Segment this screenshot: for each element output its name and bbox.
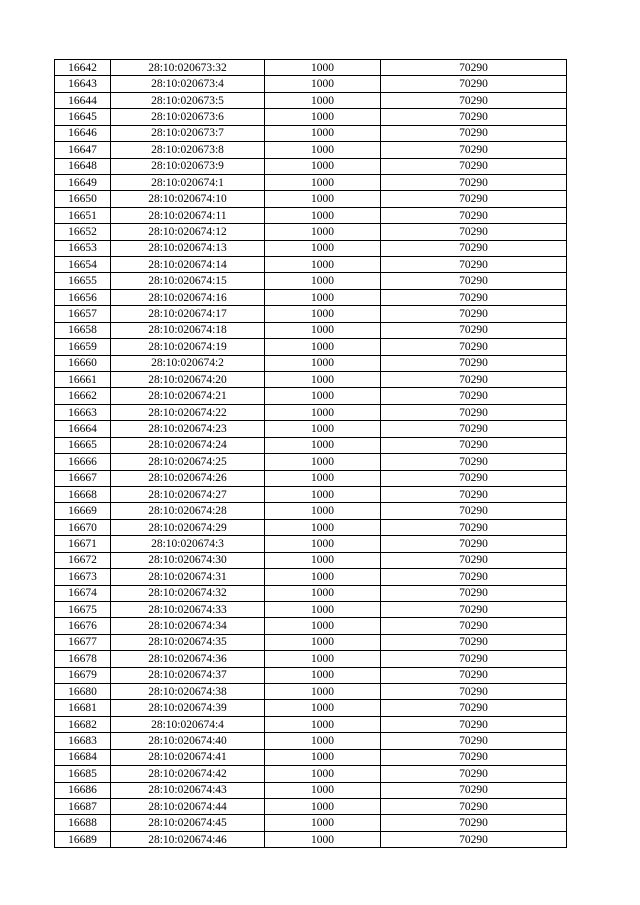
table-row xyxy=(55,224,567,240)
table-row xyxy=(55,207,567,223)
table-row xyxy=(55,109,567,125)
row-number-cell: 16670 xyxy=(55,519,111,535)
table-row xyxy=(55,174,567,190)
row-number-cell: 16671 xyxy=(55,536,111,552)
amount-cell: 1000 xyxy=(265,601,381,617)
value-cell: 70290 xyxy=(381,667,567,683)
row-number-cell: 16676 xyxy=(55,618,111,634)
table-row xyxy=(55,322,567,338)
value-cell: 70290 xyxy=(381,224,567,240)
table-row xyxy=(55,831,567,847)
cadastral-number-cell: 28:10:020674:4 xyxy=(111,716,265,732)
amount-cell: 1000 xyxy=(265,109,381,125)
amount-cell: 1000 xyxy=(265,92,381,108)
table-row xyxy=(55,92,567,108)
table-row xyxy=(55,651,567,667)
value-cell: 70290 xyxy=(381,240,567,256)
cadastral-number-cell: 28:10:020674:3 xyxy=(111,536,265,552)
cadastral-number-cell: 28:10:020674:42 xyxy=(111,766,265,782)
row-number-cell: 16653 xyxy=(55,240,111,256)
row-number-cell: 16656 xyxy=(55,289,111,305)
row-number-cell: 16660 xyxy=(55,355,111,371)
row-number-cell: 16689 xyxy=(55,831,111,847)
value-cell: 70290 xyxy=(381,142,567,158)
cadastral-number-cell: 28:10:020674:25 xyxy=(111,454,265,470)
row-number-cell: 16683 xyxy=(55,733,111,749)
amount-cell: 1000 xyxy=(265,388,381,404)
value-cell: 70290 xyxy=(381,92,567,108)
table-row xyxy=(55,618,567,634)
amount-cell: 1000 xyxy=(265,257,381,273)
cadastral-number-cell: 28:10:020674:14 xyxy=(111,257,265,273)
amount-cell: 1000 xyxy=(265,798,381,814)
cadastral-number-cell: 28:10:020674:35 xyxy=(111,634,265,650)
row-number-cell: 16678 xyxy=(55,651,111,667)
row-number-cell: 16682 xyxy=(55,716,111,732)
row-number-cell: 16649 xyxy=(55,174,111,190)
document-table xyxy=(54,59,567,848)
cadastral-number-cell: 28:10:020673:7 xyxy=(111,125,265,141)
amount-cell: 1000 xyxy=(265,766,381,782)
table-row xyxy=(55,240,567,256)
row-number-cell: 16652 xyxy=(55,224,111,240)
table-row xyxy=(55,552,567,568)
value-cell: 70290 xyxy=(381,700,567,716)
table-row xyxy=(55,388,567,404)
cadastral-number-cell: 28:10:020674:40 xyxy=(111,733,265,749)
table-row xyxy=(55,601,567,617)
row-number-cell: 16644 xyxy=(55,92,111,108)
value-cell: 70290 xyxy=(381,766,567,782)
cadastral-number-cell: 28:10:020674:16 xyxy=(111,289,265,305)
table-row xyxy=(55,289,567,305)
row-number-cell: 16674 xyxy=(55,585,111,601)
row-number-cell: 16642 xyxy=(55,60,111,76)
table-row xyxy=(55,306,567,322)
amount-cell: 1000 xyxy=(265,667,381,683)
value-cell: 70290 xyxy=(381,601,567,617)
value-cell: 70290 xyxy=(381,339,567,355)
amount-cell: 1000 xyxy=(265,552,381,568)
table-row xyxy=(55,815,567,831)
amount-cell: 1000 xyxy=(265,273,381,289)
row-number-cell: 16646 xyxy=(55,125,111,141)
table-row xyxy=(55,782,567,798)
table-row xyxy=(55,372,567,388)
cadastral-number-cell: 28:10:020674:29 xyxy=(111,519,265,535)
cadastral-number-cell: 28:10:020674:24 xyxy=(111,437,265,453)
cadastral-number-cell: 28:10:020674:43 xyxy=(111,782,265,798)
cadastral-number-cell: 28:10:020674:22 xyxy=(111,404,265,420)
row-number-cell: 16648 xyxy=(55,158,111,174)
table-row xyxy=(55,733,567,749)
cadastral-number-cell: 28:10:020674:20 xyxy=(111,372,265,388)
amount-cell: 1000 xyxy=(265,125,381,141)
amount-cell: 1000 xyxy=(265,536,381,552)
value-cell: 70290 xyxy=(381,158,567,174)
row-number-cell: 16680 xyxy=(55,684,111,700)
value-cell: 70290 xyxy=(381,355,567,371)
table-row xyxy=(55,749,567,765)
amount-cell: 1000 xyxy=(265,240,381,256)
amount-cell: 1000 xyxy=(265,404,381,420)
value-cell: 70290 xyxy=(381,552,567,568)
value-cell: 70290 xyxy=(381,470,567,486)
value-cell: 70290 xyxy=(381,125,567,141)
amount-cell: 1000 xyxy=(265,618,381,634)
value-cell: 70290 xyxy=(381,257,567,273)
amount-cell: 1000 xyxy=(265,470,381,486)
cadastral-number-cell: 28:10:020674:28 xyxy=(111,503,265,519)
row-number-cell: 16687 xyxy=(55,798,111,814)
table-row xyxy=(55,158,567,174)
amount-cell: 1000 xyxy=(265,454,381,470)
amount-cell: 1000 xyxy=(265,224,381,240)
amount-cell: 1000 xyxy=(265,831,381,847)
value-cell: 70290 xyxy=(381,306,567,322)
amount-cell: 1000 xyxy=(265,289,381,305)
cadastral-number-cell: 28:10:020674:38 xyxy=(111,684,265,700)
table-row xyxy=(55,634,567,650)
table-row xyxy=(55,454,567,470)
table-row xyxy=(55,766,567,782)
table-body xyxy=(55,60,567,848)
cadastral-number-cell: 28:10:020673:5 xyxy=(111,92,265,108)
row-number-cell: 16688 xyxy=(55,815,111,831)
cadastral-number-cell: 28:10:020674:37 xyxy=(111,667,265,683)
table-row xyxy=(55,716,567,732)
amount-cell: 1000 xyxy=(265,749,381,765)
table-row xyxy=(55,798,567,814)
amount-cell: 1000 xyxy=(265,174,381,190)
cadastral-number-cell: 28:10:020674:33 xyxy=(111,601,265,617)
value-cell: 70290 xyxy=(381,289,567,305)
amount-cell: 1000 xyxy=(265,569,381,585)
amount-cell: 1000 xyxy=(265,700,381,716)
amount-cell: 1000 xyxy=(265,782,381,798)
cadastral-number-cell: 28:10:020674:34 xyxy=(111,618,265,634)
amount-cell: 1000 xyxy=(265,733,381,749)
value-cell: 70290 xyxy=(381,60,567,76)
value-cell: 70290 xyxy=(381,519,567,535)
amount-cell: 1000 xyxy=(265,716,381,732)
value-cell: 70290 xyxy=(381,454,567,470)
amount-cell: 1000 xyxy=(265,142,381,158)
cadastral-number-cell: 28:10:020674:27 xyxy=(111,486,265,502)
amount-cell: 1000 xyxy=(265,322,381,338)
row-number-cell: 16679 xyxy=(55,667,111,683)
table-row xyxy=(55,355,567,371)
row-number-cell: 16669 xyxy=(55,503,111,519)
cadastral-number-cell: 28:10:020674:13 xyxy=(111,240,265,256)
row-number-cell: 16684 xyxy=(55,749,111,765)
amount-cell: 1000 xyxy=(265,372,381,388)
row-number-cell: 16661 xyxy=(55,372,111,388)
amount-cell: 1000 xyxy=(265,60,381,76)
table-row xyxy=(55,667,567,683)
cadastral-number-cell: 28:10:020674:39 xyxy=(111,700,265,716)
table-row xyxy=(55,273,567,289)
row-number-cell: 16685 xyxy=(55,766,111,782)
table-row xyxy=(55,257,567,273)
cadastral-number-cell: 28:10:020674:30 xyxy=(111,552,265,568)
value-cell: 70290 xyxy=(381,503,567,519)
table-row xyxy=(55,585,567,601)
cadastral-number-cell: 28:10:020674:11 xyxy=(111,207,265,223)
value-cell: 70290 xyxy=(381,798,567,814)
amount-cell: 1000 xyxy=(265,306,381,322)
value-cell: 70290 xyxy=(381,322,567,338)
table-row xyxy=(55,421,567,437)
cadastral-number-cell: 28:10:020674:45 xyxy=(111,815,265,831)
row-number-cell: 16665 xyxy=(55,437,111,453)
cadastral-number-cell: 28:10:020674:36 xyxy=(111,651,265,667)
row-number-cell: 16686 xyxy=(55,782,111,798)
amount-cell: 1000 xyxy=(265,651,381,667)
cadastral-number-cell: 28:10:020674:10 xyxy=(111,191,265,207)
row-number-cell: 16645 xyxy=(55,109,111,125)
cadastral-number-cell: 28:10:020674:21 xyxy=(111,388,265,404)
value-cell: 70290 xyxy=(381,831,567,847)
row-number-cell: 16672 xyxy=(55,552,111,568)
cadastral-number-cell: 28:10:020674:32 xyxy=(111,585,265,601)
cadastral-number-cell: 28:10:020674:17 xyxy=(111,306,265,322)
cadastral-number-cell: 28:10:020673:6 xyxy=(111,109,265,125)
amount-cell: 1000 xyxy=(265,634,381,650)
row-number-cell: 16643 xyxy=(55,76,111,92)
amount-cell: 1000 xyxy=(265,815,381,831)
value-cell: 70290 xyxy=(381,815,567,831)
cadastral-number-cell: 28:10:020674:41 xyxy=(111,749,265,765)
table-row xyxy=(55,125,567,141)
amount-cell: 1000 xyxy=(265,207,381,223)
row-number-cell: 16657 xyxy=(55,306,111,322)
table-row xyxy=(55,569,567,585)
amount-cell: 1000 xyxy=(265,339,381,355)
row-number-cell: 16668 xyxy=(55,486,111,502)
value-cell: 70290 xyxy=(381,536,567,552)
value-cell: 70290 xyxy=(381,585,567,601)
amount-cell: 1000 xyxy=(265,519,381,535)
value-cell: 70290 xyxy=(381,749,567,765)
cadastral-number-cell: 28:10:020674:31 xyxy=(111,569,265,585)
table-row xyxy=(55,684,567,700)
amount-cell: 1000 xyxy=(265,437,381,453)
table-row xyxy=(55,404,567,420)
value-cell: 70290 xyxy=(381,273,567,289)
value-cell: 70290 xyxy=(381,733,567,749)
row-number-cell: 16663 xyxy=(55,404,111,420)
cadastral-number-cell: 28:10:020674:2 xyxy=(111,355,265,371)
cadastral-number-cell: 28:10:020673:9 xyxy=(111,158,265,174)
row-number-cell: 16647 xyxy=(55,142,111,158)
amount-cell: 1000 xyxy=(265,158,381,174)
value-cell: 70290 xyxy=(381,109,567,125)
row-number-cell: 16662 xyxy=(55,388,111,404)
cadastral-number-cell: 28:10:020674:44 xyxy=(111,798,265,814)
value-cell: 70290 xyxy=(381,191,567,207)
table-row xyxy=(55,339,567,355)
value-cell: 70290 xyxy=(381,782,567,798)
cadastral-number-cell: 28:10:020673:4 xyxy=(111,76,265,92)
amount-cell: 1000 xyxy=(265,684,381,700)
value-cell: 70290 xyxy=(381,437,567,453)
value-cell: 70290 xyxy=(381,76,567,92)
value-cell: 70290 xyxy=(381,684,567,700)
table-row xyxy=(55,470,567,486)
table-row xyxy=(55,76,567,92)
cadastral-number-cell: 28:10:020673:8 xyxy=(111,142,265,158)
row-number-cell: 16681 xyxy=(55,700,111,716)
value-cell: 70290 xyxy=(381,618,567,634)
row-number-cell: 16667 xyxy=(55,470,111,486)
cadastral-number-cell: 28:10:020674:1 xyxy=(111,174,265,190)
value-cell: 70290 xyxy=(381,486,567,502)
amount-cell: 1000 xyxy=(265,355,381,371)
amount-cell: 1000 xyxy=(265,486,381,502)
cadastral-number-cell: 28:10:020674:26 xyxy=(111,470,265,486)
value-cell: 70290 xyxy=(381,651,567,667)
row-number-cell: 16664 xyxy=(55,421,111,437)
value-cell: 70290 xyxy=(381,404,567,420)
cadastral-number-cell: 28:10:020674:12 xyxy=(111,224,265,240)
row-number-cell: 16677 xyxy=(55,634,111,650)
table-row xyxy=(55,700,567,716)
cadastral-number-cell: 28:10:020673:32 xyxy=(111,60,265,76)
row-number-cell: 16655 xyxy=(55,273,111,289)
amount-cell: 1000 xyxy=(265,76,381,92)
row-number-cell: 16654 xyxy=(55,257,111,273)
table-row xyxy=(55,503,567,519)
cadastral-number-cell: 28:10:020674:23 xyxy=(111,421,265,437)
value-cell: 70290 xyxy=(381,388,567,404)
amount-cell: 1000 xyxy=(265,191,381,207)
value-cell: 70290 xyxy=(381,372,567,388)
table-row xyxy=(55,486,567,502)
row-number-cell: 16675 xyxy=(55,601,111,617)
row-number-cell: 16650 xyxy=(55,191,111,207)
cadastral-number-cell: 28:10:020674:46 xyxy=(111,831,265,847)
row-number-cell: 16673 xyxy=(55,569,111,585)
table-row xyxy=(55,142,567,158)
table-row xyxy=(55,437,567,453)
amount-cell: 1000 xyxy=(265,421,381,437)
value-cell: 70290 xyxy=(381,634,567,650)
table-row xyxy=(55,60,567,76)
value-cell: 70290 xyxy=(381,716,567,732)
table-row xyxy=(55,191,567,207)
row-number-cell: 16659 xyxy=(55,339,111,355)
value-cell: 70290 xyxy=(381,174,567,190)
table-row xyxy=(55,536,567,552)
value-cell: 70290 xyxy=(381,207,567,223)
table-row xyxy=(55,519,567,535)
amount-cell: 1000 xyxy=(265,585,381,601)
value-cell: 70290 xyxy=(381,569,567,585)
cadastral-number-cell: 28:10:020674:15 xyxy=(111,273,265,289)
cadastral-number-cell: 28:10:020674:18 xyxy=(111,322,265,338)
row-number-cell: 16666 xyxy=(55,454,111,470)
amount-cell: 1000 xyxy=(265,503,381,519)
value-cell: 70290 xyxy=(381,421,567,437)
cadastral-number-cell: 28:10:020674:19 xyxy=(111,339,265,355)
row-number-cell: 16651 xyxy=(55,207,111,223)
row-number-cell: 16658 xyxy=(55,322,111,338)
